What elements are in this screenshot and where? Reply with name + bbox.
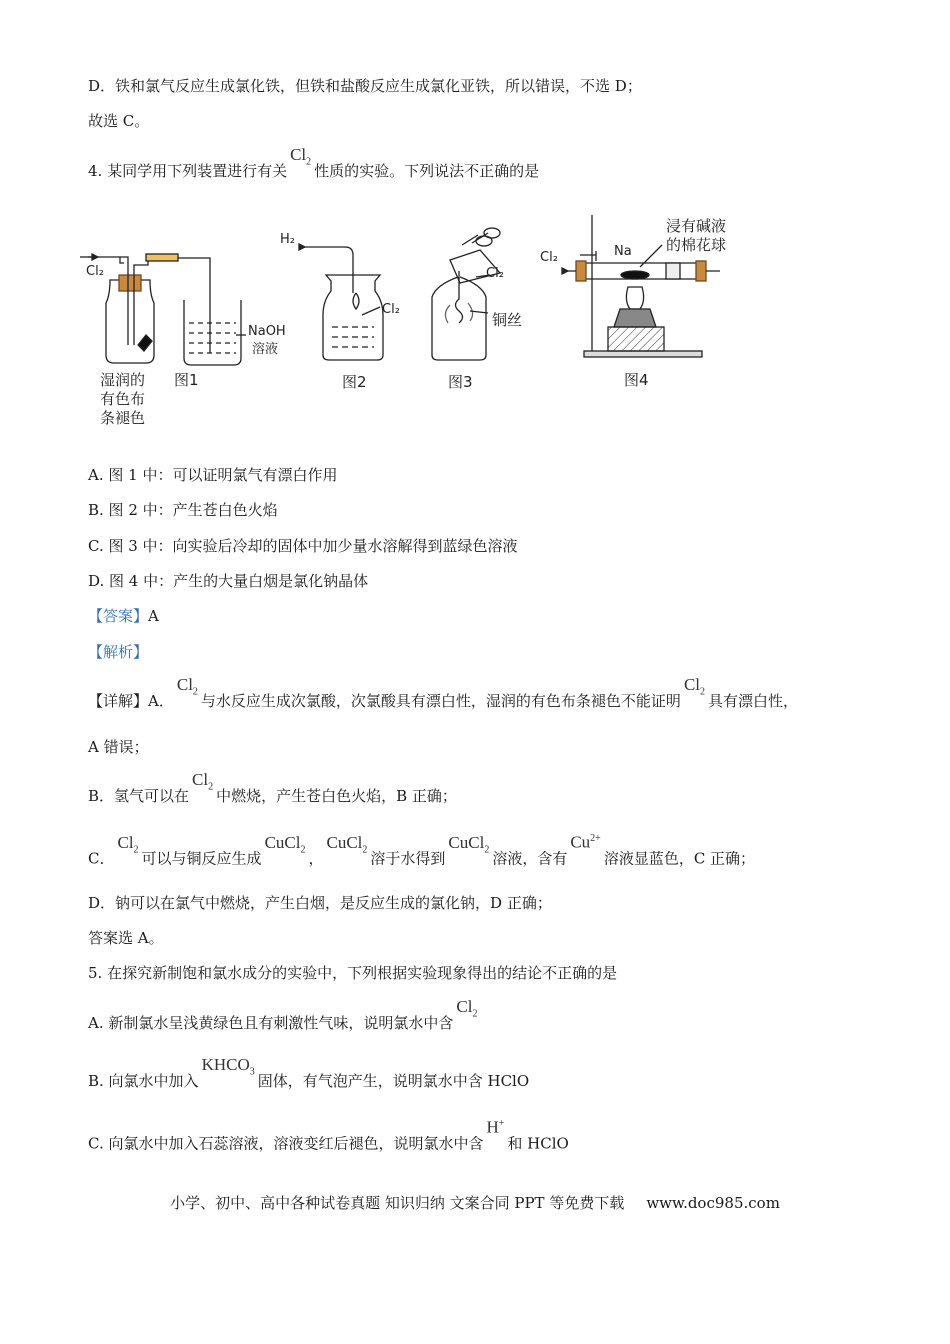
detail-d: D．钠可以在氯气中燃烧，产生白烟，是反应生成的氯化钠，D 正确； [88, 894, 552, 912]
answer-tag: 【答案】 [88, 607, 149, 625]
svg-text:铜丝: 铜丝 [492, 311, 523, 329]
detail-final: 答案选 A。 [88, 929, 164, 947]
q4-option-a: A. 图 1 中：可以证明氯气有漂白作用 [88, 466, 338, 484]
svg-text:Cl₂: Cl₂ [86, 264, 104, 279]
answer-value: A [148, 607, 159, 625]
svg-text:Cl₂: Cl₂ [540, 250, 558, 265]
q4-stem: 4. 某同学用下列装置进行有关$Cl_2$性质的实验。下列说法不正确的是 [88, 145, 540, 180]
svg-text:浸有碱液: 浸有碱液 [666, 217, 727, 235]
q5-option-c: C. 向氯水中加入石蕊溶液，溶液变红后褪色，说明氯水中含H+和 HClO [88, 1117, 569, 1153]
analysis-tag: 【解析】 [88, 643, 149, 661]
q4-option-d: D. 图 4 中：产生的大量白烟是氯化钠晶体 [88, 572, 369, 590]
q5-option-a: A. 新制氯水呈浅黄绿色且有刺激性气味，说明氯水中含$Cl_2$ [88, 997, 478, 1032]
q4-option-b: B. 图 2 中：产生苍白色火焰 [88, 501, 278, 519]
footer-text: 小学、初中、高中各种试卷真题 知识归纳 文案合同 PPT 等免费下载 [170, 1194, 625, 1212]
svg-text:图1: 图1 [174, 371, 199, 389]
svg-text:湿润的: 湿润的 [100, 371, 146, 389]
svg-text:Na: Na [614, 244, 632, 259]
page-footer [0, 1192, 950, 1213]
svg-text:有色布: 有色布 [100, 390, 146, 408]
detail-b: B．氢气可以在$Cl_2$中燃烧，产生苍白色火焰，B 正确； [88, 770, 457, 805]
svg-text:H₂: H₂ [280, 232, 295, 247]
svg-text:的棉花球: 的棉花球 [666, 236, 727, 254]
svg-text:溶液: 溶液 [252, 342, 279, 357]
detail-c: C．$Cl_2$可以与铜反应生成CuCl$_2$，CuCl$_2$溶于水得到CuCl$_2$溶液，含有$Cu^{2+}$溶液显蓝色，C 正确； [88, 832, 756, 868]
formula-cl2: $Cl_2$ [290, 145, 312, 168]
apparatus-figure [80, 205, 780, 435]
prev-option-d: D．铁和氯气反应生成氯化铁，但铁和盐酸反应生成氯化亚铁，所以错误，不选 D； [88, 77, 642, 95]
prev-conclusion: 故选 C。 [88, 112, 150, 130]
svg-text:图4: 图4 [624, 371, 649, 389]
svg-text:Cl₂: Cl₂ [382, 302, 400, 317]
detail-a-2: A 错误； [88, 738, 149, 756]
svg-text:条褪色: 条褪色 [100, 409, 146, 427]
q4-option-c: C. 图 3 中：向实验后冷却的固体中加少量水溶解得到蓝绿色溶液 [88, 537, 518, 555]
svg-text:图3: 图3 [448, 373, 473, 391]
svg-text:图2: 图2 [342, 373, 367, 391]
svg-text:NaOH: NaOH [248, 324, 286, 339]
q5-option-b: B. 向氯水中加入$KHCO_3$固体，有气泡产生，说明氯水中含 HClO [88, 1055, 530, 1090]
answer-line [88, 605, 159, 627]
q5-stem: 5. 在探究新制饱和氯水成分的实验中，下列根据实验现象得出的结论不正确的是 [88, 964, 618, 982]
svg-text:Cl₂: Cl₂ [486, 266, 504, 281]
detail-a: 【详解】A．$Cl_2$与水反应生成次氯酸，次氯酸具有漂白性，湿润的有色布条褪色不能证明$Cl_2$具有漂白性， [88, 675, 799, 710]
footer-url[interactable]: www.doc985.com [646, 1194, 780, 1212]
